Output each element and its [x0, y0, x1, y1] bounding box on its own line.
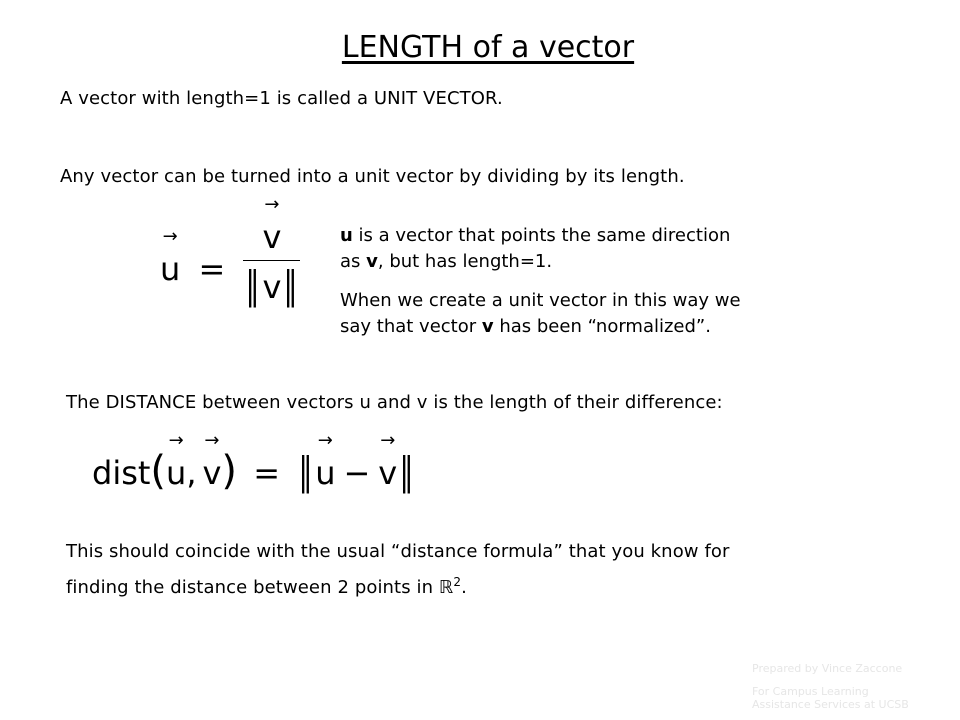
- unit-vector-explanation: u is a vector that points the same direction as v, but has length=1.: [340, 225, 731, 272]
- minus-sign: −: [343, 454, 371, 492]
- vector-u-arg: → u: [166, 454, 186, 492]
- fraction: [243, 218, 300, 307]
- page-title: LENGTH of a vector: [341, 30, 635, 65]
- norm-bar-left-2: ‖: [298, 449, 313, 493]
- vector-v-arg: → v: [202, 454, 221, 492]
- vector-v-numerator: → v: [262, 218, 281, 256]
- equals-sign-2: =: [253, 454, 281, 492]
- unit-vector-formula: [160, 218, 300, 307]
- vector-u-symbol: → u: [160, 250, 180, 288]
- norm-bar-right: ‖: [283, 263, 298, 307]
- unit-vector-definition: A vector with length=1 is called a UNIT VECTOR.: [60, 88, 503, 109]
- distance-formula-note: This should coincide with the usual “distance formula” that you know for finding the distance between 2 points in ℝ$^2$.: [66, 541, 730, 598]
- distance-definition: The DISTANCE between vectors u and v is the length of their difference:: [66, 392, 723, 413]
- footer-credit: Prepared by Vince Zaccone For Campus Learning Assistance Services at UCSB: [752, 662, 909, 711]
- normalization-statement: Any vector can be turned into a unit vector by dividing by its length.: [60, 166, 685, 187]
- norm-bar-left: ‖: [245, 263, 261, 307]
- normalized-explanation: When we create a unit vector in this way we say that vector v has been “normalized”.: [340, 290, 741, 337]
- vector-v-denominator: v: [262, 268, 282, 306]
- norm-bar-right-2: ‖: [399, 449, 414, 493]
- distance-formula: dist(→ u,→ v) = ‖→ u −→ v‖: [92, 448, 416, 494]
- vector-u-diff: → u: [315, 454, 335, 492]
- equals-sign: =: [198, 249, 226, 288]
- vector-v-diff: → v: [378, 454, 397, 492]
- dist-function: dist: [92, 454, 151, 492]
